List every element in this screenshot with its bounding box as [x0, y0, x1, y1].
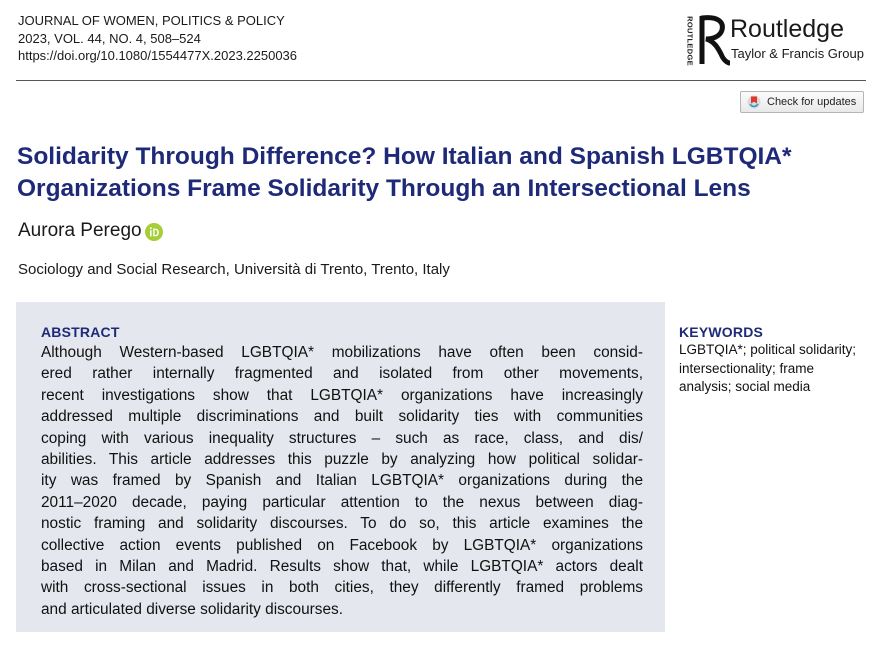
publisher-logo: [684, 14, 868, 66]
author-name[interactable]: Aurora Perego: [18, 220, 142, 241]
check-for-updates-label: Check for updates: [767, 96, 857, 108]
journal-info: [18, 12, 297, 65]
routledge-r-icon: [696, 14, 730, 66]
abstract-line: and articulated diverse solidarity discourses.: [41, 600, 343, 618]
abstract-line: with cross-sectional issues in both cities, they differently framed problems: [41, 579, 643, 597]
abstract-text: [41, 342, 643, 620]
abstract-box: [16, 302, 665, 632]
author-affiliation: Sociology and Social Research, Università di Trento, Trento, Italy: [18, 261, 450, 278]
journal-citation: 2023, VOL. 44, NO. 4, 508–524: [18, 30, 201, 46]
abstract-line: collective action events published on Facebook by LGBTQIA* organizations: [41, 536, 643, 554]
abstract-line: recent investigations show that LGBTQIA* organizations have increasingly: [41, 386, 643, 404]
abstract-line: nostic framing and solidarity discourses. To do so, this article examines the: [41, 515, 643, 533]
journal-name: JOURNAL OF WOMEN, POLITICS & POLICY: [18, 13, 285, 28]
abstract-line: coping with various inequality structures – such as race, class, and dis/: [41, 429, 643, 447]
keywords-line: intersectionality; frame: [679, 360, 815, 376]
keywords-heading: KEYWORDS: [679, 324, 764, 340]
abstract-line: based in Milan and Madrid. Results show that, while LGBTQIA* actors dealt: [41, 558, 643, 576]
doi-link[interactable]: https://doi.org/10.1080/1554477X.2023.2250036: [18, 48, 298, 63]
orcid-icon[interactable]: [145, 223, 163, 241]
author: [18, 220, 163, 242]
keywords-section: [679, 324, 874, 397]
abstract-line: ered rather internally fragmented and isolated from other movements,: [41, 365, 643, 383]
article-title-line: Solidarity Through Difference? How Italian and Spanish LGBTQIA*: [17, 143, 792, 170]
publisher-vertical-label: ROUTLEDGE: [685, 16, 695, 66]
article-title: [17, 141, 877, 205]
keywords-line: analysis; social media: [679, 379, 811, 394]
abstract-line: 2011–2020 decade, paying particular attention to the nexus between diag-: [41, 493, 643, 511]
header-divider: [16, 80, 866, 81]
keywords-line: LGBTQIA*; political solidarity;: [679, 342, 857, 357]
publisher-group: Taylor & Francis Group: [731, 46, 864, 61]
abstract-line: Although Western-based LGBTQIA* mobilizations have often been consid-: [41, 344, 643, 361]
abstract-heading: ABSTRACT: [41, 324, 120, 340]
article-title-line: Organizations Frame Solidarity Through an Intersectional Lens: [17, 175, 751, 202]
abstract-line: addressed multiple discriminations and built solidarity ties with communities: [41, 408, 643, 426]
keywords-list: [679, 341, 874, 397]
crossmark-icon: [747, 95, 761, 109]
publisher-name: Routledge: [730, 15, 844, 43]
publisher-vertical-label-wrap: [684, 16, 696, 66]
abstract-line: abilities. This article addresses this puzzle by analyzing how political solidar-: [41, 451, 643, 469]
abstract-line: ity was framed by Spanish and Italian LGBTQIA* organizations during the: [41, 472, 643, 490]
check-for-updates-button[interactable]: [740, 91, 864, 113]
